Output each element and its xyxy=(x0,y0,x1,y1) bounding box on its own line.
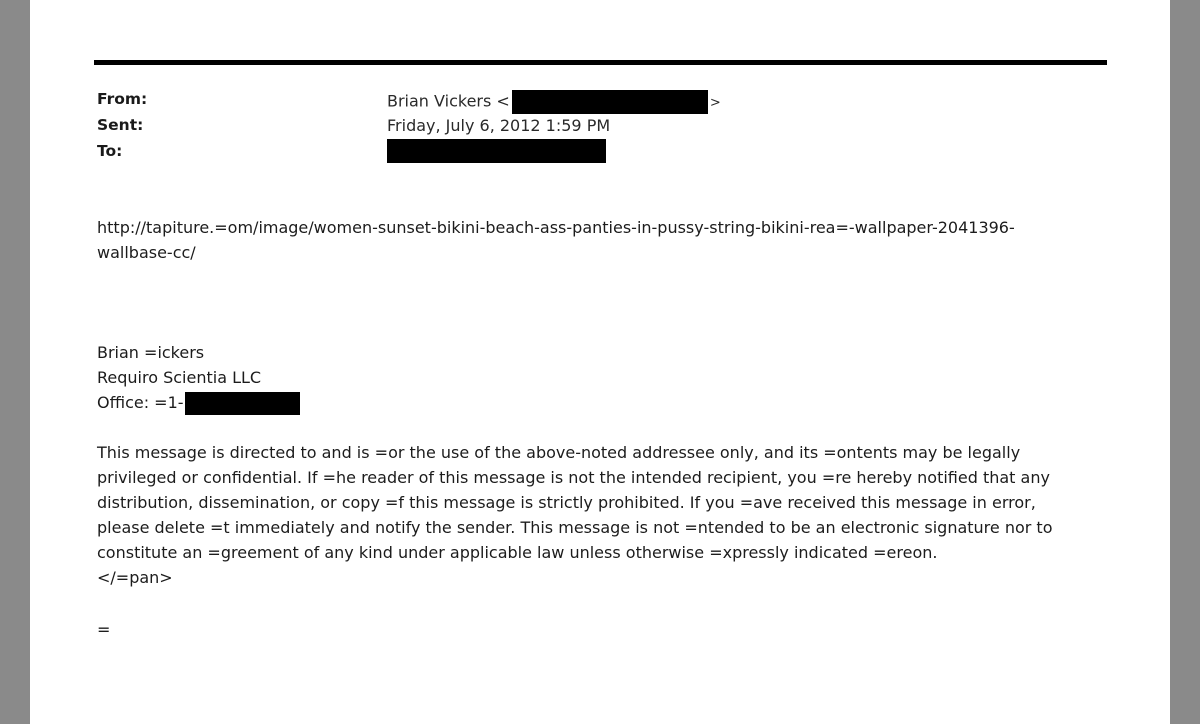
to-value xyxy=(387,139,606,163)
office-label: Office: =1- xyxy=(97,393,184,412)
from-close: > xyxy=(709,95,721,111)
redaction-phone xyxy=(185,392,300,415)
to-label: To: xyxy=(97,142,123,160)
disclaimer-line: distribution, dissemination, or copy =f this message is strictly prohibited. If you =ave received this message in error, xyxy=(97,493,1036,512)
disclaimer xyxy=(97,440,1052,590)
closing-tag: </=pan> xyxy=(97,568,173,587)
body-url xyxy=(97,215,1015,265)
from-value xyxy=(387,90,721,114)
body-url-line1: http://tapiture.=om/image/women-sunset-bikini-beach-ass-panties-in-pussy-string-bikini-rea=-wallpaper-2041396- xyxy=(97,218,1015,237)
trailing-char: = xyxy=(97,620,111,639)
signature-name: Brian =ickers xyxy=(97,343,205,362)
disclaimer-line: constitute an =greement of any kind under applicable law unless otherwise =xpressly indicated =ereon. xyxy=(97,543,938,562)
body-url-line2: wallbase-cc/ xyxy=(97,243,196,262)
document-page xyxy=(30,0,1170,724)
from-name: Brian Vickers < xyxy=(387,91,510,111)
sent-label: Sent: xyxy=(97,116,144,134)
from-label: From: xyxy=(97,90,148,108)
disclaimer-line: This message is directed to and is =or the use of the above-noted addressee only, and its =ontents may be legally xyxy=(97,443,1021,462)
signature-company: Requiro Scientia LLC xyxy=(97,368,262,387)
disclaimer-line: please delete =t immediately and notify the sender. This message is not =ntended to be an electronic signature nor to xyxy=(97,518,1053,537)
signature xyxy=(97,340,300,415)
signature-office xyxy=(97,390,300,415)
redaction-from-email xyxy=(512,90,708,114)
header-rule xyxy=(94,60,1107,65)
sent-value: Friday, July 6, 2012 1:59 PM xyxy=(387,116,611,135)
redaction-to xyxy=(387,139,606,163)
disclaimer-line: privileged or confidential. If =he reader of this message is not the intended recipient, you =re hereby notified that any xyxy=(97,468,1050,487)
